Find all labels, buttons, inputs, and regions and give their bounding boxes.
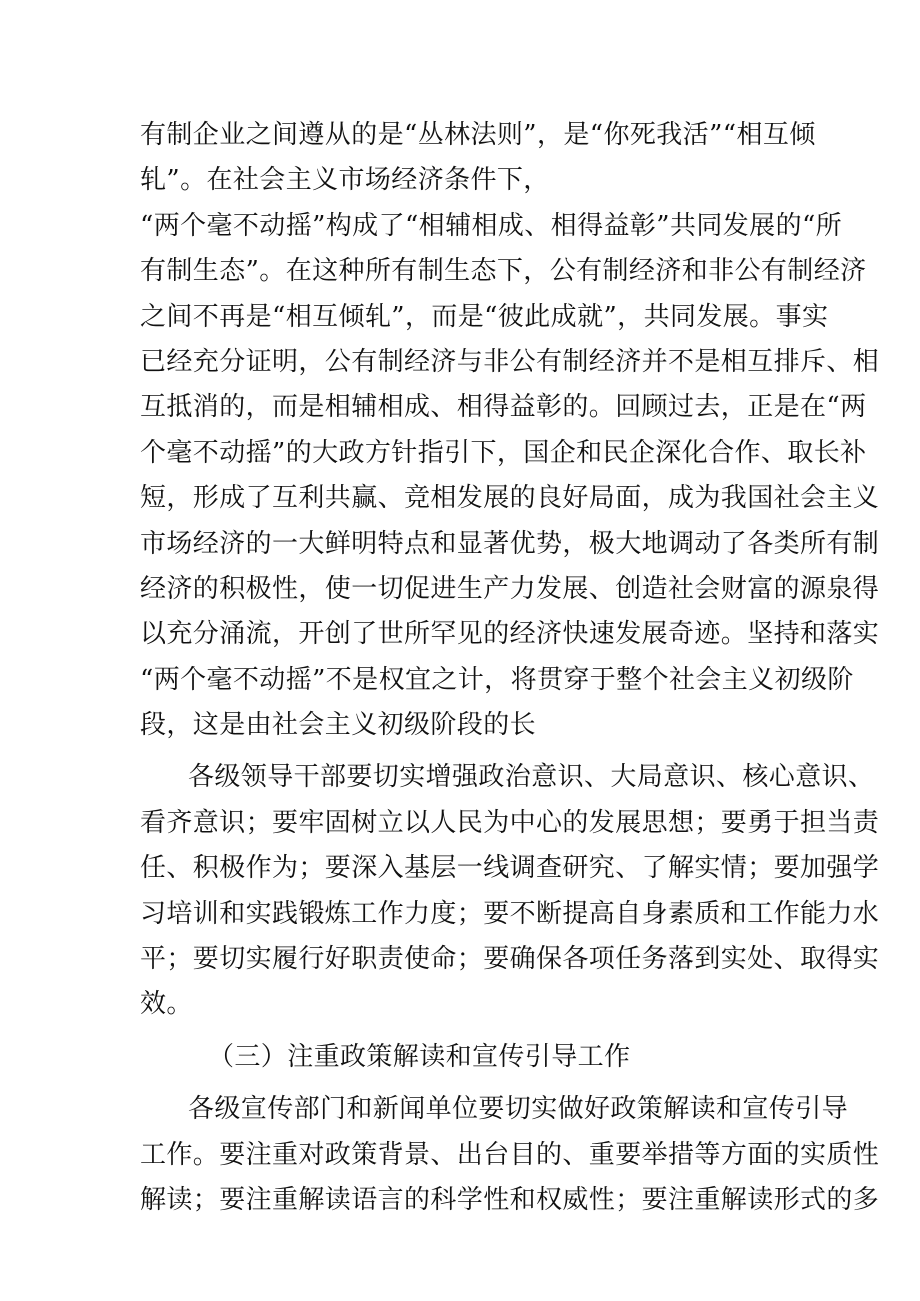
text-line: 市场经济的一大鲜明特点和显著优势，极大地调动了各类所有制 [140,528,880,559]
paragraph-4 [140,1087,880,1223]
paragraph-1 [140,113,816,204]
text-line: 工作。要注重对政策背景、出台目的、重要举措等方面的实质性 [140,1139,880,1170]
text-line: 有制企业之间遵从的是“丛林法则”，是“你死我活”“相互倾 [140,120,816,150]
paragraph-2 [140,204,880,749]
text-line: 看齐意识；要牢固树立以人民为中心的发展思想；要勇于担当责 [140,807,880,838]
text-line: 段，这是由社会主义初级阶段的长 [140,710,537,741]
text-line: 解读；要注重解读语言的科学性和权威性；要注重解读形式的多 [140,1184,880,1215]
text-line: “两个毫不动摇”不是权宜之计，将贯穿于整个社会主义初级阶 [140,664,854,695]
text-line: 有制生态”。在这种所有制生态下，公有制经济和非公有制经济 [140,256,867,287]
text-line: 互抵消的，而是相辅相成、相得益彰的。回顾过去，正是在“两 [140,392,867,423]
text-line: 之间不再是“相互倾轧”，而是“彼此成就”，共同发展。事实 [140,301,829,332]
text-line: 短，形成了互利共赢、竞相发展的良好局面，成为我国社会主义 [140,483,880,514]
text-line: 各级领导干部要切实增强政治意识、大局意识、核心意识、 [188,762,875,793]
section-heading [140,1035,790,1080]
text-line: 经济的积极性，使一切促进生产力发展、创造社会财富的源泉得 [140,573,880,604]
text-line: 个毫不动摇”的大政方针指引下，国企和民企深化合作、取长补 [140,437,867,468]
text-line: 习培训和实践锻炼工作力度；要不断提高自身素质和工作能力水 [140,898,880,929]
text-line: “两个毫不动摇”构成了“相辅相成、相得益彰”共同发展的“所 [140,210,843,241]
section-heading-text: （三）注重政策解读和宣传引导工作 [208,1041,631,1072]
text-line: 轧”。在社会主义市场经济条件下， [140,165,550,196]
text-line: 各级宣传部门和新闻单位要切实做好政策解读和宣传引导 [188,1094,849,1125]
text-line: 任、积极作为；要深入基层一线调查研究、了解实情；要加强学 [140,853,880,884]
text-line: 以充分涌流，开创了世所罕见的经济快速发展奇迹。坚持和落实 [140,619,880,650]
paragraph-3 [140,755,880,1027]
text-line: 效。 [140,989,193,1020]
text-line: 已经充分证明，公有制经济与非公有制经济并不是相互排斥、相 [140,346,880,377]
text-line: 平；要切实履行好职责使命；要确保各项任务落到实处、取得实 [140,944,880,975]
